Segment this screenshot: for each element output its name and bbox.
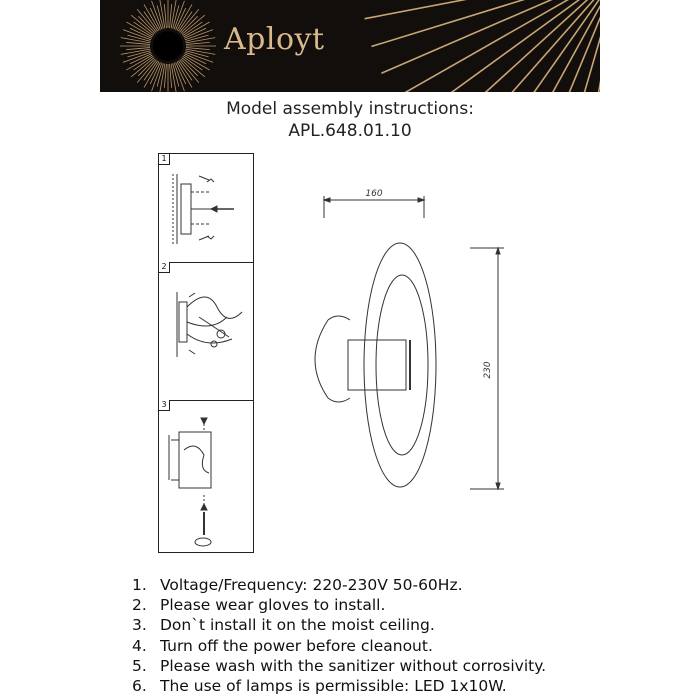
brand-logo: Aployt [224,22,325,57]
safety-notes-list [132,575,546,696]
note-text: Turn off the power before cleanout. [160,636,433,655]
model-number: APL.648.01.10 [288,121,412,141]
list-item: 2. Please wear gloves to install. [132,596,386,615]
lamp-dimension-drawing [290,180,510,504]
note-text: Voltage/Frequency: 220-230V 50-60Hz. [160,576,463,594]
mount-bracket-illustration [159,154,253,262]
note-text: The use of lamps is permissible: LED 1x10W. [160,677,507,696]
note-text: Please wear gloves to install. [160,596,386,615]
wiring-illustration [159,262,253,400]
step-panel-1 [159,154,253,263]
step-number: 3 [159,400,170,411]
sunburst-decoration [100,0,600,92]
sun-logo-icon [153,31,183,61]
fixture-assembly-illustration [159,400,253,553]
note-text: Don`t install it on the moist ceiling. [160,616,435,635]
list-item: 3. Don`t install it on the moist ceiling. [132,616,435,635]
document-title [0,98,700,142]
list-item: 1. Voltage/Frequency: 220-230V 50-60Hz. [132,576,463,594]
list-item: 5. Please wash with the sanitizer without corrosivity. [132,656,547,675]
step-panel-2 [159,262,253,401]
list-item: 6. The use of lamps is permissible: LED 1x10W. [132,677,507,696]
note-text: Please wash with the sanitizer without corrosivity. [160,656,547,675]
title-line-1: Model assembly instructions: [226,99,474,119]
step-number: 2 [159,262,170,273]
step-number: 1 [159,154,170,165]
step-panel-3 [159,400,253,553]
installation-steps-panel [158,153,254,553]
width-dimension-label: 160 [365,189,383,199]
height-dimension-label: 230 [483,361,493,379]
list-item: 4. Turn off the power before cleanout. [132,636,433,655]
brand-banner [100,0,600,92]
